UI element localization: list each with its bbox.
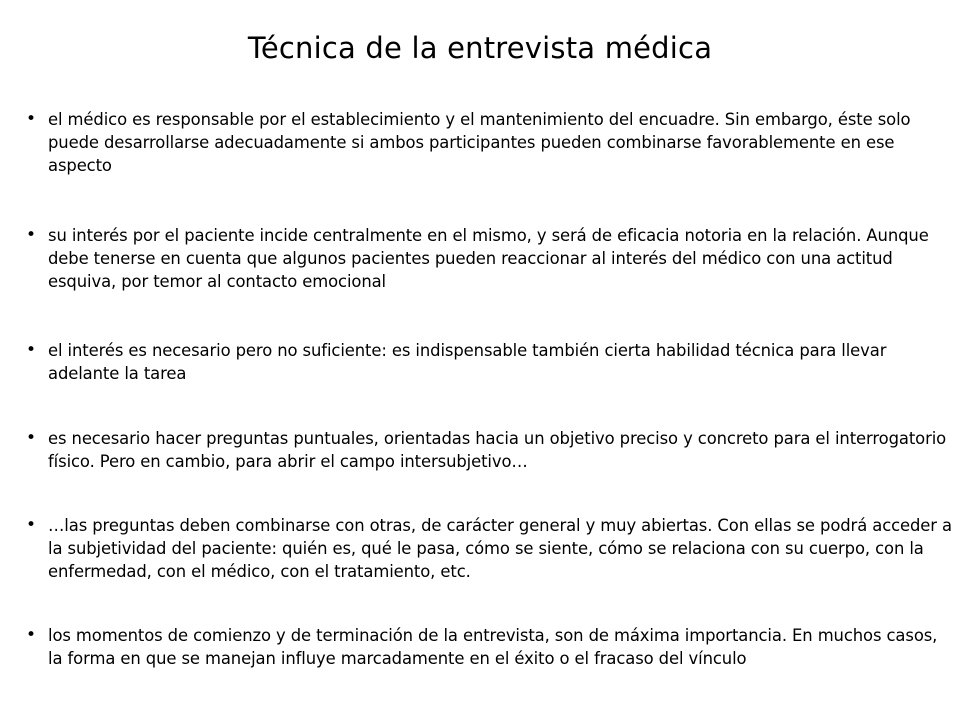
bullet-text: su interés por el paciente incide centralmente en el mismo, y será de eficacia notoria en la relación. Aunque debe tenerse en cuenta que algunos pacientes pueden reaccionar al interés del médico con una actitud esquiva, por temor al contacto emocional xyxy=(48,226,929,291)
bullet-icon: • xyxy=(26,340,37,360)
bullet-text: el médico es responsable por el establecimiento y el mantenimiento del encuadre. Sin embargo, éste solo puede desarrollarse adecuadamente si ambos participantes pueden combinarse favorablemente en ese aspecto xyxy=(48,110,911,175)
bullet-text: los momentos de comienzo y de terminación de la entrevista, son de máxima importancia. En muchos casos, la forma en que se manejan influye marcadamente en el éxito o el fracaso del vínculo xyxy=(48,626,938,668)
bullet-icon: • xyxy=(26,225,37,245)
bullet-text: el interés es necesario pero no suficiente: es indispensable también cierta habilidad técnica para llevar adelante la tarea xyxy=(48,341,887,383)
bullet-text: es necesario hacer preguntas puntuales, orientadas hacia un objetivo preciso y concreto para el interrogatorio físico. Pero en cambio, para abrir el campo intersubjetivo… xyxy=(48,429,947,471)
bullet-icon: • xyxy=(26,625,37,645)
bullet-icon: • xyxy=(26,109,37,129)
slide-title: Técnica de la entrevista médica xyxy=(247,31,713,65)
bullet-icon: • xyxy=(26,428,37,448)
bullet-icon: • xyxy=(26,515,37,535)
bullet-text: …las preguntas deben combinarse con otras, de carácter general y muy abiertas. Con ellas se podrá acceder a la subjetividad del paciente: quién es, qué le pasa, cómo se siente, cómo se relaciona con su cuerpo, con la enfermedad, con el médico, con el tratamiento, etc. xyxy=(48,516,952,581)
